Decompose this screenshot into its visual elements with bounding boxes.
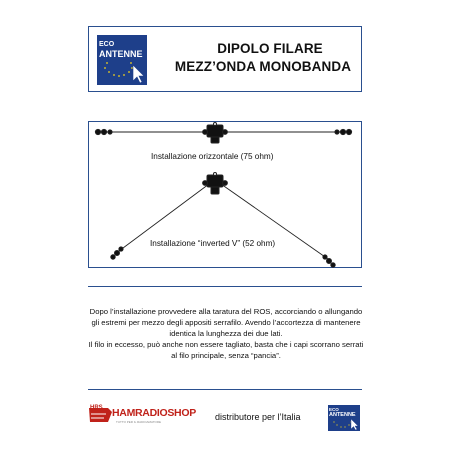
center-connector-icon [203, 123, 228, 144]
divider-top [88, 286, 362, 287]
caption-inverted-v: Installazione “inverted V” (52 ohm) [150, 239, 276, 248]
inverted-v-connector-icon [203, 173, 228, 195]
hamradioshop-name: HAMRADIOSHOP [112, 407, 196, 419]
hrs-badge-text: HRS [90, 405, 103, 411]
page-title-line1: DIPOLO FILARE [217, 41, 323, 56]
horizontal-dipole [95, 123, 351, 144]
hamradioshop-logo [88, 404, 206, 426]
footer-logo-line2: ANTENNE [329, 412, 356, 418]
page-title-line2: MEZZ’ONDA MONOBANDA [174, 59, 352, 74]
instructions-paragraph-1: Dopo l’installazione provvedere alla taratura del ROS, accorciando o allungando gli estremi per mezzo degli appositi serrafilo. Avendo l’accortezza di mantenere identica la lunghezza dei due lati. [89, 307, 363, 338]
distributor-text: distributore per l’Italia [215, 412, 301, 422]
left-end-insulator-icon [95, 129, 112, 134]
right-leg-insulator-icon [323, 255, 335, 267]
right-end-insulator-icon [335, 129, 352, 134]
footer-eco-antenne-logo [328, 405, 360, 431]
divider-bottom [88, 389, 362, 390]
logo-line1: ECO [99, 41, 115, 48]
caption-horizontal: Installazione orizzontale (75 ohm) [151, 152, 274, 161]
instructions-paragraph-2: Il filo in eccesso, può anche non essere tagliato, basta che i capi scorrano serrati al filo principale, senza “pancia”. [88, 339, 364, 360]
inverted-v-dipole [111, 173, 335, 268]
left-leg-insulator-icon [111, 247, 123, 259]
footer-logo-line1: ECO [329, 407, 339, 412]
logo-line2: ANTENNE [99, 49, 143, 59]
hamradioshop-tagline: TUTTO PER IL RADIOAMATORE [116, 420, 162, 424]
footer-cursor-arrow-icon [351, 419, 358, 430]
instructions-text [86, 307, 366, 362]
